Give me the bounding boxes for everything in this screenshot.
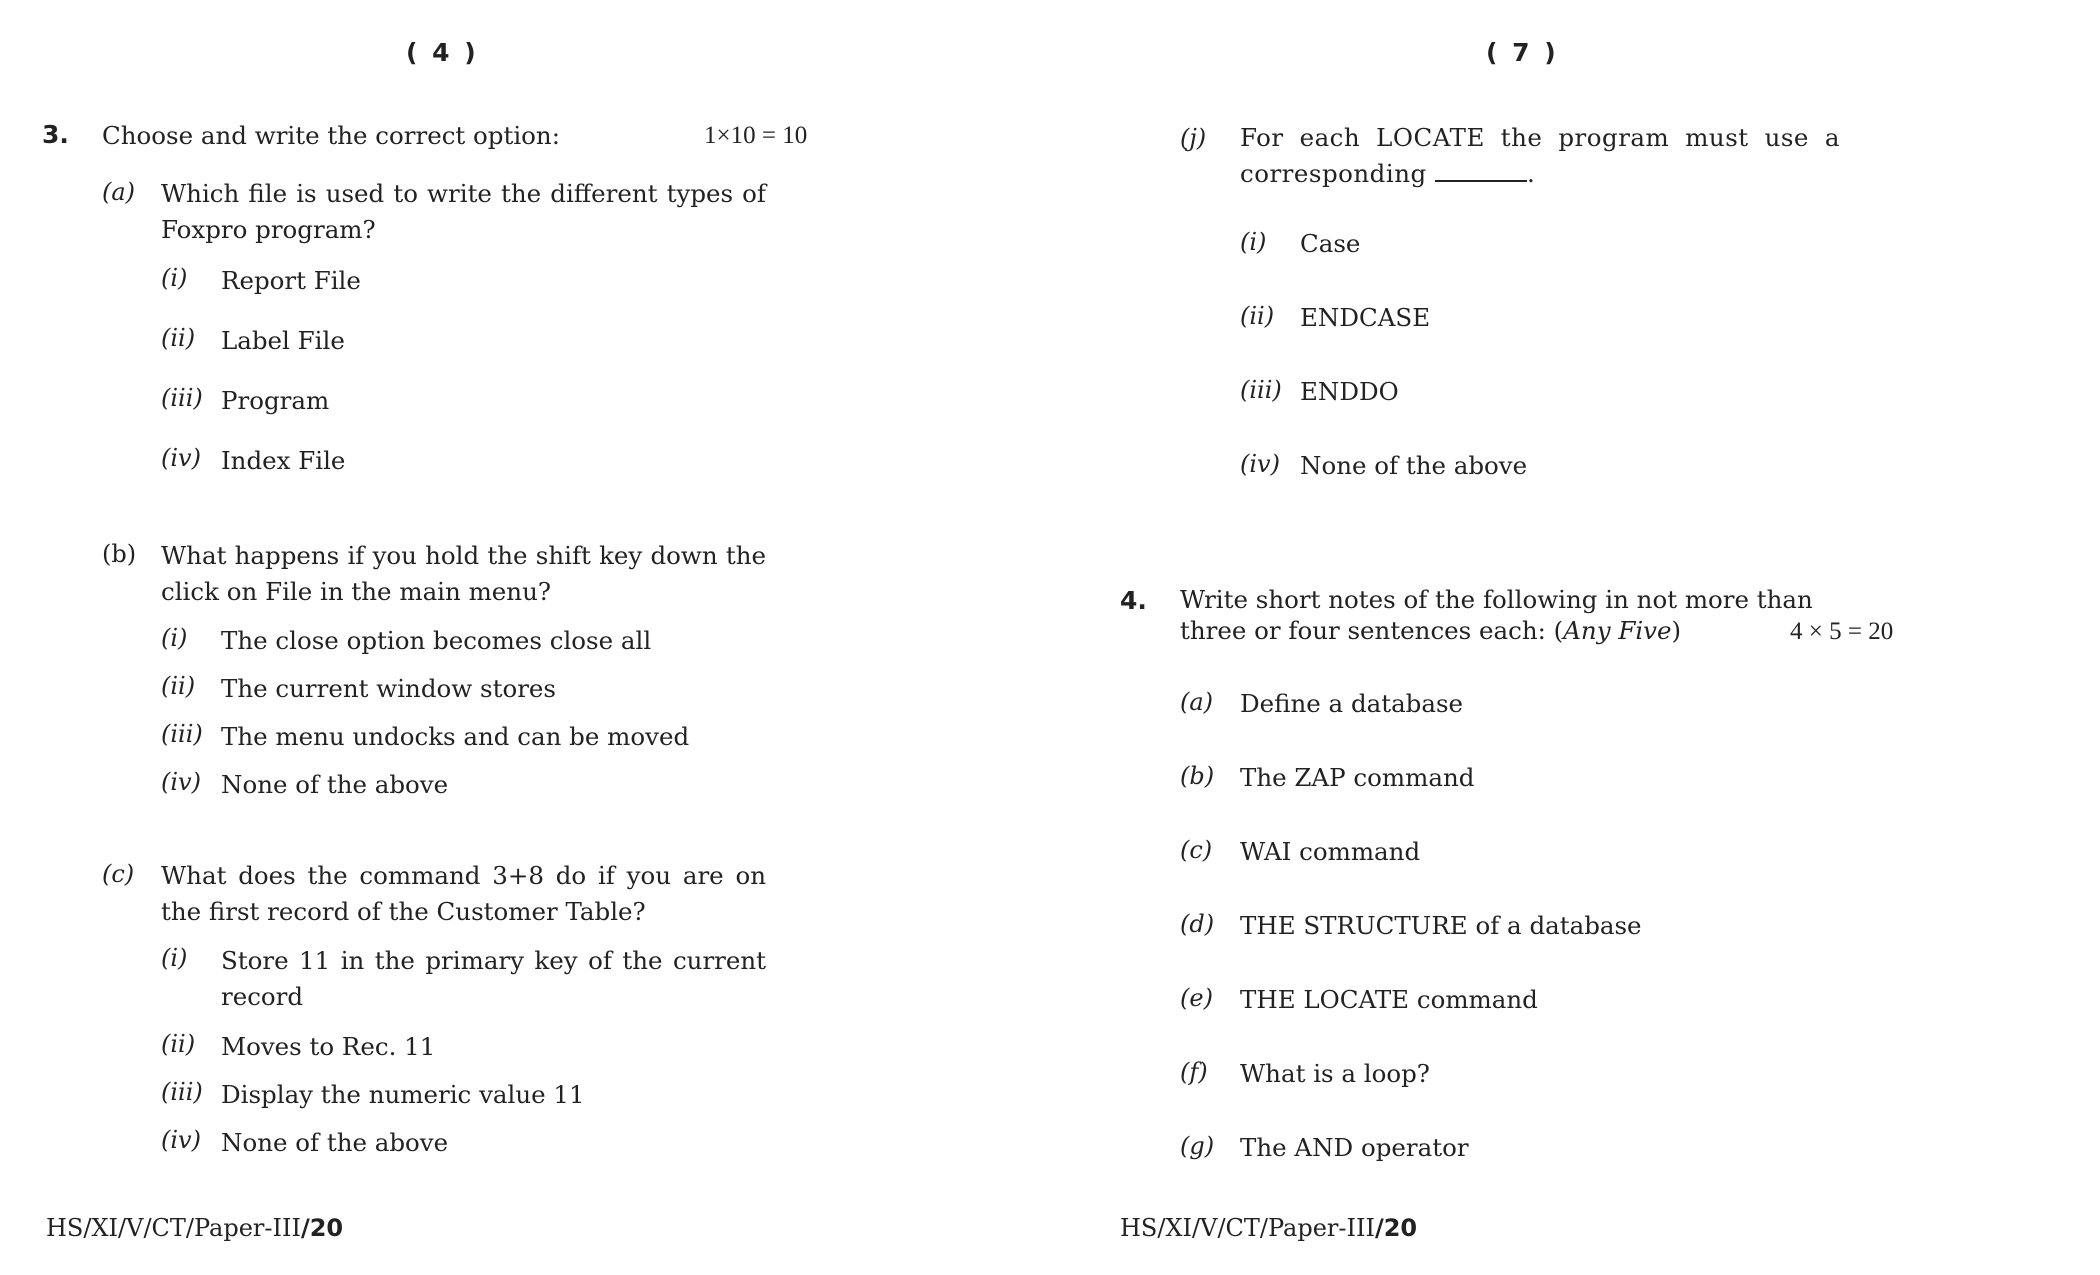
q3a-option-text: Label File [221, 326, 345, 355]
question-3-marks: 1×10 = 10 [704, 122, 808, 149]
q4-prompt-any-five: Any Five [1563, 616, 1672, 645]
q3b-option-label: (ii) [161, 672, 196, 700]
q4-item-label: (c) [1180, 836, 1213, 864]
q4-prompt-suffix: ) [1671, 616, 1682, 645]
q3b-option-label: (iii) [161, 720, 203, 748]
q4-item-label: (f) [1180, 1058, 1208, 1086]
q3a-label: (a) [102, 178, 136, 206]
q4-item-label: (b) [1180, 762, 1215, 790]
q4-item-label: (e) [1180, 984, 1213, 1012]
q4-item-label: (a) [1180, 688, 1214, 716]
q4-item-text: Define a database [1240, 689, 1464, 718]
answer-blank [1435, 158, 1527, 182]
q3c-option-label: (iii) [161, 1078, 203, 1106]
q3a-option-label: (i) [161, 264, 188, 292]
q4-item-text: THE LOCATE command [1240, 985, 1538, 1014]
question-4-prompt-line1: Write short notes of the following in not more than [1180, 585, 1813, 614]
q3a-option-label: (iv) [161, 444, 201, 472]
q3c-option-label: (i) [161, 944, 188, 972]
q3c-option-text: None of the above [221, 1128, 449, 1157]
q3b-label: (b) [102, 540, 137, 568]
q3c-question: What does the command 3+8 do if you are on the first record of the Customer Table? [161, 861, 766, 926]
q3b-option-text: None of the above [221, 770, 449, 799]
q3c-label: (c) [102, 860, 135, 888]
q4-item-label: (d) [1180, 910, 1215, 938]
qj-option-text: Case [1300, 229, 1361, 258]
q3b-option-label: (i) [161, 624, 188, 652]
footer-code: HS/XI/V/CT/Paper-III [1120, 1214, 1375, 1242]
qj-text: For each LOCATE the program must use a corresponding [1240, 123, 1840, 188]
qj-option-label: (iv) [1240, 450, 1280, 478]
q4-item-text: What is a loop? [1240, 1059, 1430, 1088]
qj-text-end: . [1526, 159, 1536, 188]
right-page-number: ( 7 ) [1486, 38, 1559, 67]
qj-question [1240, 120, 1840, 192]
question-3-number: 3. [42, 120, 69, 149]
q3b-option-text: The current window stores [221, 674, 556, 703]
q3a-option-label: (iii) [161, 384, 203, 412]
footer-code: HS/XI/V/CT/Paper-III [46, 1214, 301, 1242]
question-4-prompt-line2 [1180, 613, 1681, 649]
question-4-number: 4. [1120, 586, 1147, 615]
qj-label: (j) [1180, 124, 1207, 152]
q4-item-text: THE STRUCTURE of a database [1240, 911, 1642, 940]
question-3-prompt: Choose and write the correct option: [102, 121, 560, 150]
q3c-option-label: (ii) [161, 1030, 196, 1058]
left-page-number: ( 4 ) [406, 38, 479, 67]
q3b-option-label: (iv) [161, 768, 201, 796]
q3b-option-text: The menu undocks and can be moved [221, 722, 690, 751]
q3a-option-text: Report File [221, 266, 361, 295]
q3b-option-text: The close option becomes close all [221, 626, 652, 655]
footer-suffix: /20 [1374, 1214, 1418, 1242]
q3a-option-text: Program [221, 386, 330, 415]
q4-item-text: The ZAP command [1240, 763, 1475, 792]
q3c-option-label: (iv) [161, 1126, 201, 1154]
q3b-question: What happens if you hold the shift key down the click on File in the main menu? [161, 541, 766, 606]
qj-option-label: (iii) [1240, 376, 1282, 404]
qj-option-label: (i) [1240, 228, 1267, 256]
q3a-question: Which file is used to write the different types of Foxpro program? [161, 179, 766, 244]
q4-item-text: WAI command [1240, 837, 1421, 866]
qj-option-text: ENDCASE [1300, 303, 1431, 332]
question-4-marks: 4 × 5 = 20 [1790, 618, 1894, 645]
q4-item-text: The AND operator [1240, 1133, 1469, 1162]
left-footer [46, 1214, 343, 1242]
q3c-option-text: Display the numeric value 11 [221, 1080, 585, 1109]
q3a-option-label: (ii) [161, 324, 196, 352]
q3c-option-text: Moves to Rec. 11 [221, 1032, 436, 1061]
qj-option-label: (ii) [1240, 302, 1275, 330]
right-footer [1120, 1214, 1417, 1242]
q3c-option-text: Store 11 in the primary key of the current record [221, 946, 766, 1011]
qj-option-text: None of the above [1300, 451, 1528, 480]
footer-suffix: /20 [300, 1214, 344, 1242]
q3a-option-text: Index File [221, 446, 346, 475]
q4-item-label: (g) [1180, 1132, 1215, 1160]
q4-prompt-prefix: three or four sentences each: ( [1180, 616, 1564, 645]
qj-option-text: ENDDO [1300, 377, 1399, 406]
